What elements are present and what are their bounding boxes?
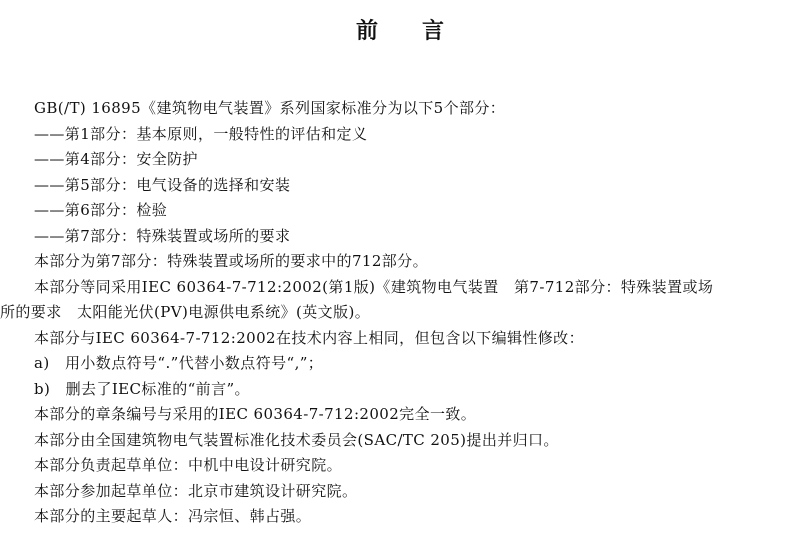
paragraph-line: 本部分参加起草单位：北京市建筑设计研究院。 [34, 481, 358, 500]
paragraph-line: 本部分由全国建筑物电气装置标准化技术委员会(SAC/TC 205)提出并归口。 [34, 430, 559, 449]
part-list-item: ——第6部分：检验 [34, 201, 168, 219]
paragraph-line: 本部分为第7部分：特殊装置或场所的要求中的712部分。 [34, 252, 428, 270]
foreword-body [0, 96, 800, 530]
paragraph-line: 本部分等同采用IEC 60364-7-712:2002(第1版)《建筑物电气装置 第7-712部分：特殊装置或场 [34, 277, 714, 296]
paragraph-line: 本部分的主要起草人：冯宗恒、韩占强。 [34, 507, 312, 525]
part-list-item: ——第7部分：特殊装置或场所的要求 [34, 226, 291, 245]
paragraph-continuation-line: 所的要求 太阳能光伏(PV)电源供电系统》(英文版)。 [0, 303, 371, 321]
part-list-item: ——第4部分：安全防护 [34, 150, 198, 168]
part-list-item: ——第1部分：基本原则，一般特性的评估和定义 [34, 124, 368, 143]
series-intro-line: GB(/T) 16895《建筑物电气装置》系列国家标准分为以下5个部分： [34, 99, 506, 117]
modification-item: b) 删去了IEC标准的“前言”。 [34, 379, 250, 398]
paragraph-line: 本部分负责起草单位：中机中电设计研究院。 [34, 456, 343, 474]
part-list-item: ——第5部分：电气设备的选择和安装 [34, 175, 291, 194]
modification-item: a) 用小数点符号“.”代替小数点符号“,”； [34, 354, 324, 372]
paragraph-line: 本部分与IEC 60364-7-712:2002在技术内容上相同，但包含以下编辑性修改： [34, 328, 584, 347]
page-title: 前言 [355, 19, 488, 44]
paragraph-line: 本部分的章条编号与采用的IEC 60364-7-712:2002完全一致。 [34, 405, 477, 423]
